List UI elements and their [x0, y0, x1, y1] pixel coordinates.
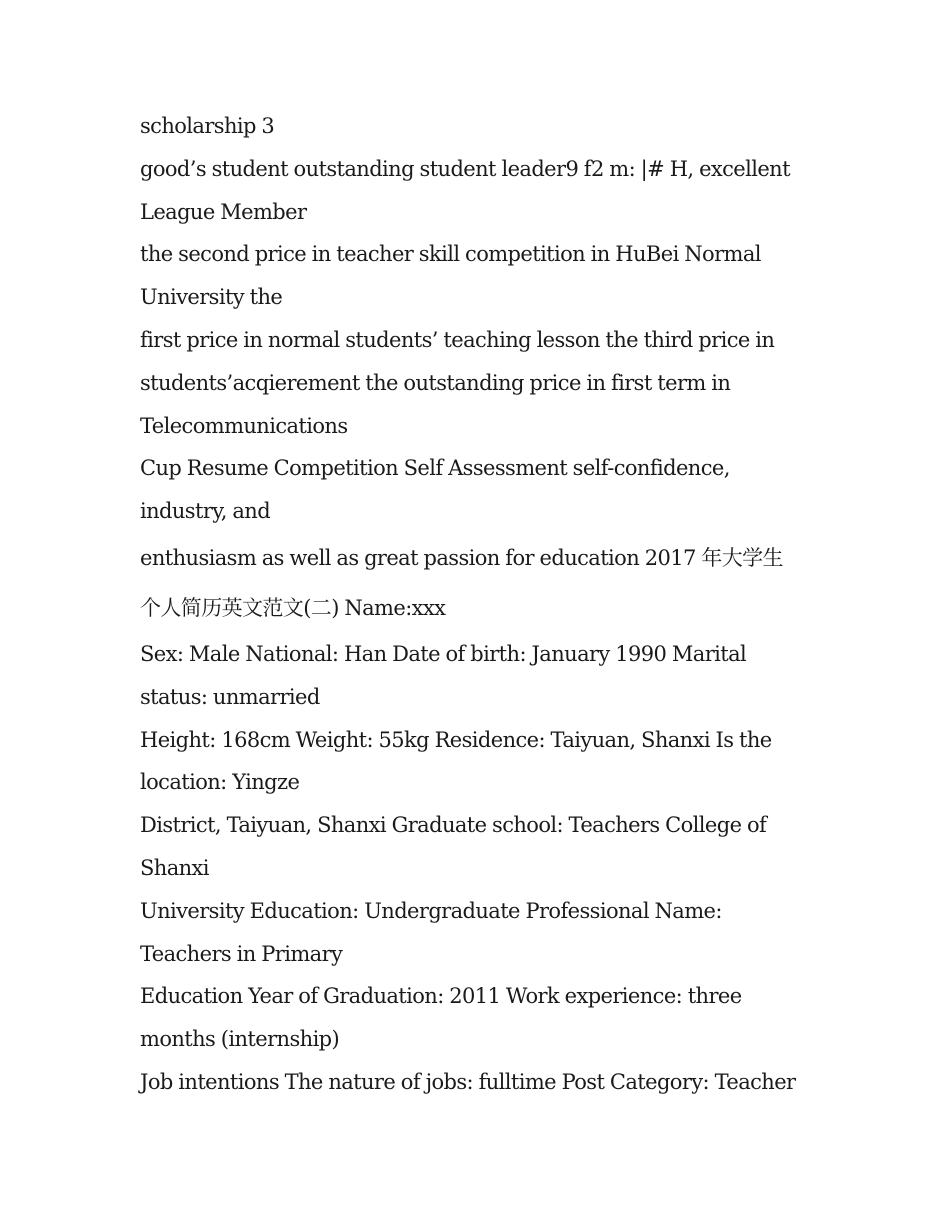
text-line: District, Taiyuan, Shanxi Graduate school: Teachers College of [140, 813, 767, 838]
text-line: Height: 168cm Weight: 55kg Residence: Taiyuan, Shanxi Is the [140, 727, 772, 752]
text-line: Telecommunications [140, 413, 348, 438]
text-line: Sex: Male National: Han Date of birth: January 1990 Marital [140, 641, 747, 666]
text-line: University Education: Undergraduate Professional Name: [140, 898, 722, 923]
text-line: first price in normal students’ teaching lesson the third price in [140, 327, 775, 352]
text-line: status: unmarried [140, 684, 320, 709]
text-line: students’acqierement the outstanding price in first term in [140, 370, 731, 395]
text-line: Cup Resume Competition Self Assessment self-confidence, [140, 456, 730, 481]
text-line: League Member [140, 199, 307, 224]
text-line: Teachers in Primary [140, 941, 343, 966]
text-line: the second price in teacher skill competition in HuBei Normal [140, 242, 761, 267]
text-line: Shanxi [140, 855, 209, 880]
text-line: months (internship) [140, 1027, 340, 1052]
text-line: location: Yingze [140, 770, 300, 795]
text-line: 个人简历英文范文(二) Name:xxx [140, 595, 446, 620]
text-line: scholarship 3 [140, 114, 275, 138]
document-body [140, 105, 820, 1104]
text-line: University the [140, 285, 283, 310]
text-line: industry, and [140, 499, 271, 524]
text-line: enthusiasm as well as great passion for education 2017 年大学生 [140, 545, 783, 570]
text-line: good’s student outstanding student leader9 f2 m: |# H, excellent [140, 156, 790, 181]
text-line: Job intentions The nature of jobs: fulltime Post Category: Teacher [140, 1069, 796, 1094]
text-line: Education Year of Graduation: 2011 Work experience: three [140, 984, 742, 1009]
